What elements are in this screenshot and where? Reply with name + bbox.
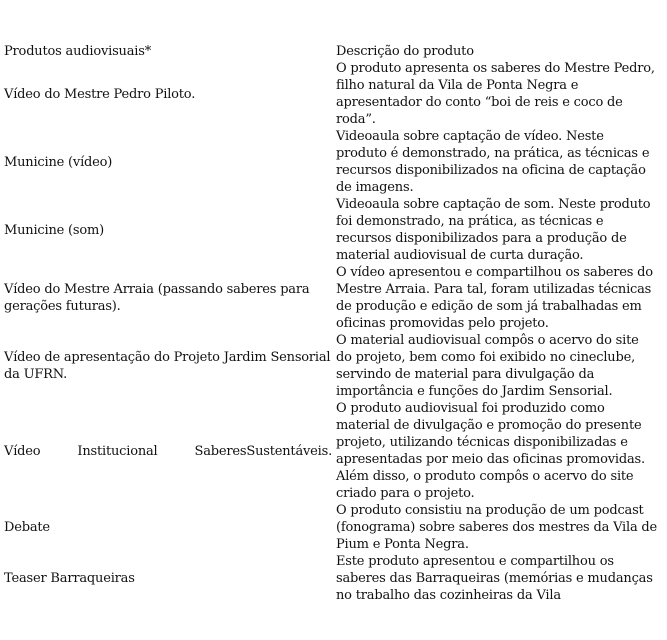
product-name-part: SaberesSustentáveis. [194, 443, 332, 459]
product-name: Municine (som) [4, 222, 105, 238]
product-description: O produto apresenta os saberes do Mestre Pedro, filho natural da Vila de Ponta Negra e apresentador do conto “boi de reis e coco de roda”. [336, 61, 655, 127]
product-name: Debate [4, 520, 50, 535]
product-name: Municine (vídeo) [4, 154, 113, 170]
audiovisual-products-table [4, 42, 664, 604]
header-products: Produtos audiovisuais* [4, 44, 151, 59]
table-header-row [4, 42, 664, 60]
document-page [4, 42, 664, 604]
product-name-part: Institucional [77, 443, 158, 459]
table-row [4, 128, 664, 196]
table-row [4, 264, 664, 332]
product-description: O vídeo apresentou e compartilhou os saberes do Mestre Arraia. Para tal, foram utilizadas técnicas de produção e edição de som já trabalhadas em oficinas promovidas pelo projeto. [336, 265, 653, 331]
product-description: Videoaula sobre captação de vídeo. Neste produto é demonstrado, na prática, as técnicas e recursos disponibilizados na oficina de captação de imagens. [336, 129, 650, 195]
table-row [4, 502, 664, 553]
product-name: Vídeo do Mestre Pedro Piloto. [4, 86, 196, 102]
table-row [4, 553, 664, 604]
product-description: Videoaula sobre captação de som. Neste produto foi demonstrado, na prática, as técnicas e recursos disponibilizados para a produção de material audiovisual de curta duração. [336, 197, 651, 263]
product-name [4, 400, 336, 502]
table-row [4, 196, 664, 264]
product-description: O produto audiovisual foi produzido como material de divulgação e promoção do presente projeto, utilizando técnicas disponibilizadas e apresentadas por meio das oficinas promovidas. Além disso, o produto compôs o acervo do site criado para o projeto. [336, 401, 645, 501]
header-description: Descrição do produto [336, 44, 474, 59]
product-name-part: Vídeo [4, 443, 41, 459]
product-name: Vídeo do Mestre Arraia (passando saberes para gerações futuras). [4, 282, 310, 314]
product-description: O produto consistiu na produção de um podcast (fonograma) sobre saberes dos mestres da Vila de Pium e Ponta Negra. [336, 503, 658, 552]
product-name: Teaser Barraqueiras [4, 571, 135, 586]
table-row [4, 400, 664, 502]
product-description: O material audiovisual compôs o acervo do site do projeto, bem como foi exibido no cineclube, servindo de material para divulgação da importância e funções do Jardim Sensorial. [336, 333, 639, 399]
product-name: Vídeo de apresentação do Projeto Jardim Sensorial da UFRN. [4, 350, 331, 382]
table-row [4, 60, 664, 128]
product-name-justified [4, 443, 332, 460]
product-description: Este produto apresentou e compartilhou os saberes das Barraqueiras (memórias e mudanças no trabalho das cozinheiras da Vila [336, 554, 653, 603]
table-row [4, 332, 664, 400]
